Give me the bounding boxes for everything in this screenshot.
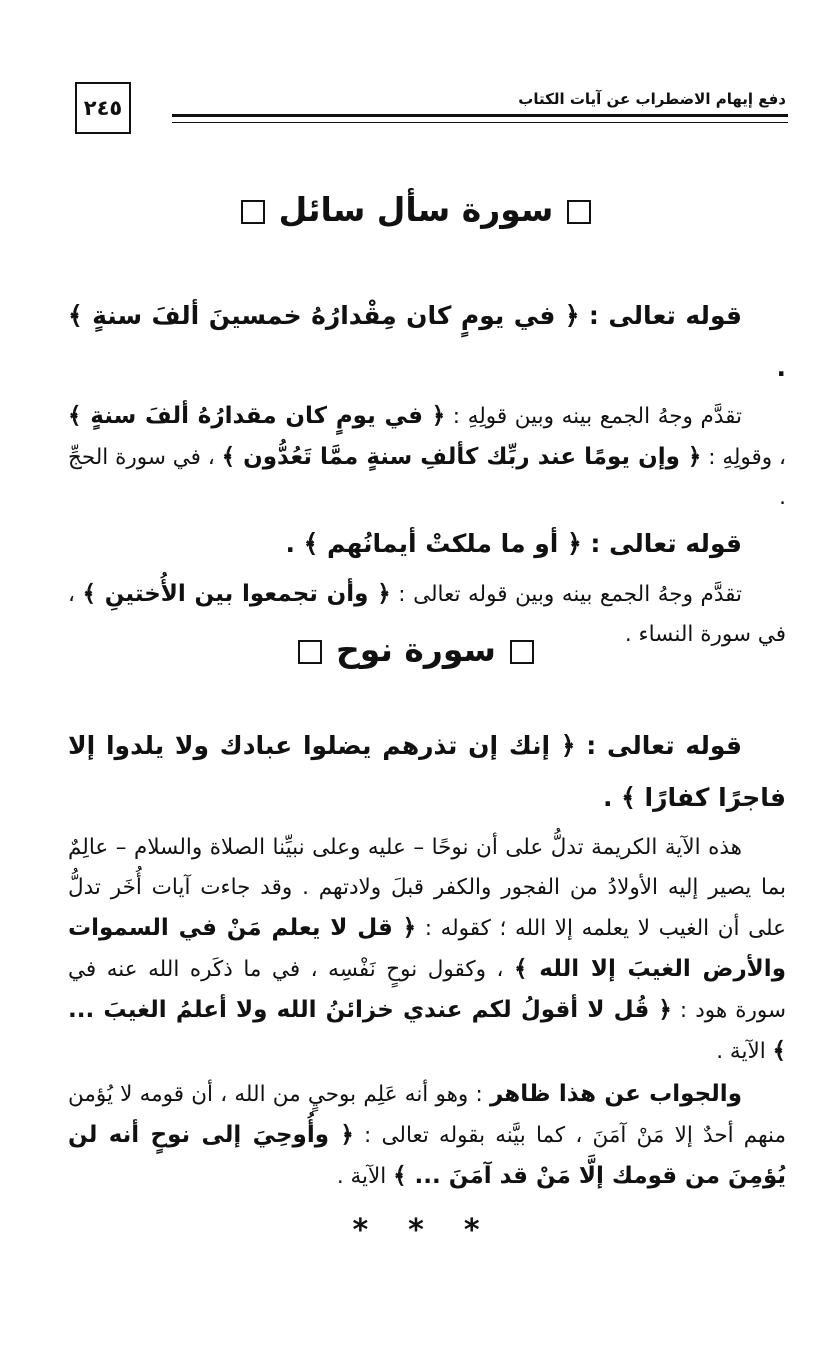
running-title: دفع إيهام الاضطراب عن آيات الكتاب — [518, 90, 786, 108]
surah-title-text: سورة سأل سائل — [278, 190, 554, 229]
surah-title-text: سورة نوح — [336, 630, 496, 669]
ayah-lead: قوله تعالى : — [575, 731, 742, 760]
ayah-quote: ﴿ إنك إن تذرهم يضلوا عبادك ولا يلدوا إلا فاجرًا كفارًا ﴾ — [68, 731, 786, 812]
ayah-quote: ﴿ في يومٍ كان مِقْدارُهُ خمسينَ ألفَ سنةٍ ﴾ — [68, 301, 580, 330]
header-rule — [172, 114, 788, 123]
ayah-quote: ﴿ وأن تجمعوا بين الأُختينِ ﴾ — [82, 581, 391, 607]
closing-stars — [0, 1213, 832, 1248]
ayah-quote: ﴿ في يومٍ كان مقدارُهُ ألفَ سنةٍ ﴾ — [68, 403, 446, 429]
answer-paragraph — [68, 1074, 786, 1197]
ayah-heading — [68, 518, 786, 570]
ayah-quote: ﴿ وأُوحِيَ إلى نوحٍ أنه لن يُؤمِنَ من قومك إلَّا مَنْ قد آمَنَ ... ﴾ — [68, 1122, 786, 1189]
punctuation: . — [602, 783, 622, 812]
commentary-text: هذه الآية الكريمة تدلُّ على أن نوحًا – عليه وعلى نبيِّنا الصلاة والسلام – عالِمٌ بما يصير إليه الأولادُ من الفجور والكفر قبلَ ولادتهم . وقد جاءت آيات أُخَر تدلُّ على أن الغيب لا يعلمه إلا الله ؛ كقوله : — [68, 835, 786, 941]
ayah-quote: ﴿ قل لا يعلم مَنْ في السموات والأرض الغيبَ إلا الله ﴾ — [68, 915, 786, 982]
ayah-quote: ﴿ قُل لا أقولُ لكم عندي خزائنُ الله ولا أعلمُ الغيبَ ... ﴾ — [68, 997, 786, 1064]
answer-lead: والجواب عن هذا ظاهر — [489, 1081, 742, 1107]
commentary-text: ، وقولِهِ : — [701, 445, 786, 470]
surah1-content — [68, 290, 786, 655]
punctuation: . — [285, 529, 304, 558]
commentary-text: ، في سورة الحجِّ . — [68, 445, 786, 510]
ayah-quote: ﴿ أو ما ملكتْ أيمانُهم ﴾ — [303, 529, 582, 558]
surah2-content — [68, 720, 786, 1197]
commentary-text: الآية . — [716, 1039, 773, 1064]
commentary-paragraph — [68, 828, 786, 1072]
square-frame-icon — [241, 200, 265, 224]
ayah-heading — [68, 290, 786, 394]
commentary-text: تقدَّم وجهُ الجمع بينه وبين قوله تعالى : — [390, 582, 742, 607]
page-number: ٢٤٥ — [75, 82, 131, 134]
commentary-text: ، في سورة النساء . — [68, 582, 786, 647]
ayah-quote: ﴿ وإن يومًا عند ربِّك كألفِ سنةٍ ممَّا تَعُدُّون ﴾ — [221, 444, 702, 470]
star-icon: * — [463, 1213, 480, 1248]
star-icon: * — [408, 1213, 424, 1248]
ayah-lead: قوله تعالى : — [581, 529, 742, 558]
square-frame-icon — [567, 200, 591, 224]
commentary-text: ، وكقول نوحٍ نَفْسِه ، في ما ذكَره الله عنه في سورة هود : — [68, 957, 786, 1023]
ayah-heading — [68, 720, 786, 824]
commentary-text: الآية . — [336, 1164, 394, 1189]
commentary-paragraph — [68, 396, 786, 518]
square-frame-icon — [510, 640, 534, 664]
surah-title-maarij — [0, 190, 832, 229]
square-frame-icon — [298, 640, 322, 664]
commentary-text: : وهو أنه عَلِم بوحيٍ من الله ، أن قومه لا يُؤمن منهم أحدٌ إلا مَنْ آمَنَ ، كما بيَّنه بقوله تعالى : — [68, 1082, 786, 1148]
commentary-text: تقدَّم وجهُ الجمع بينه وبين قولِهِ : — [445, 404, 742, 429]
punctuation: . — [776, 353, 786, 382]
surah-title-nuh — [0, 630, 832, 669]
ayah-lead: قوله تعالى : — [579, 301, 742, 330]
star-icon: * — [352, 1213, 369, 1248]
